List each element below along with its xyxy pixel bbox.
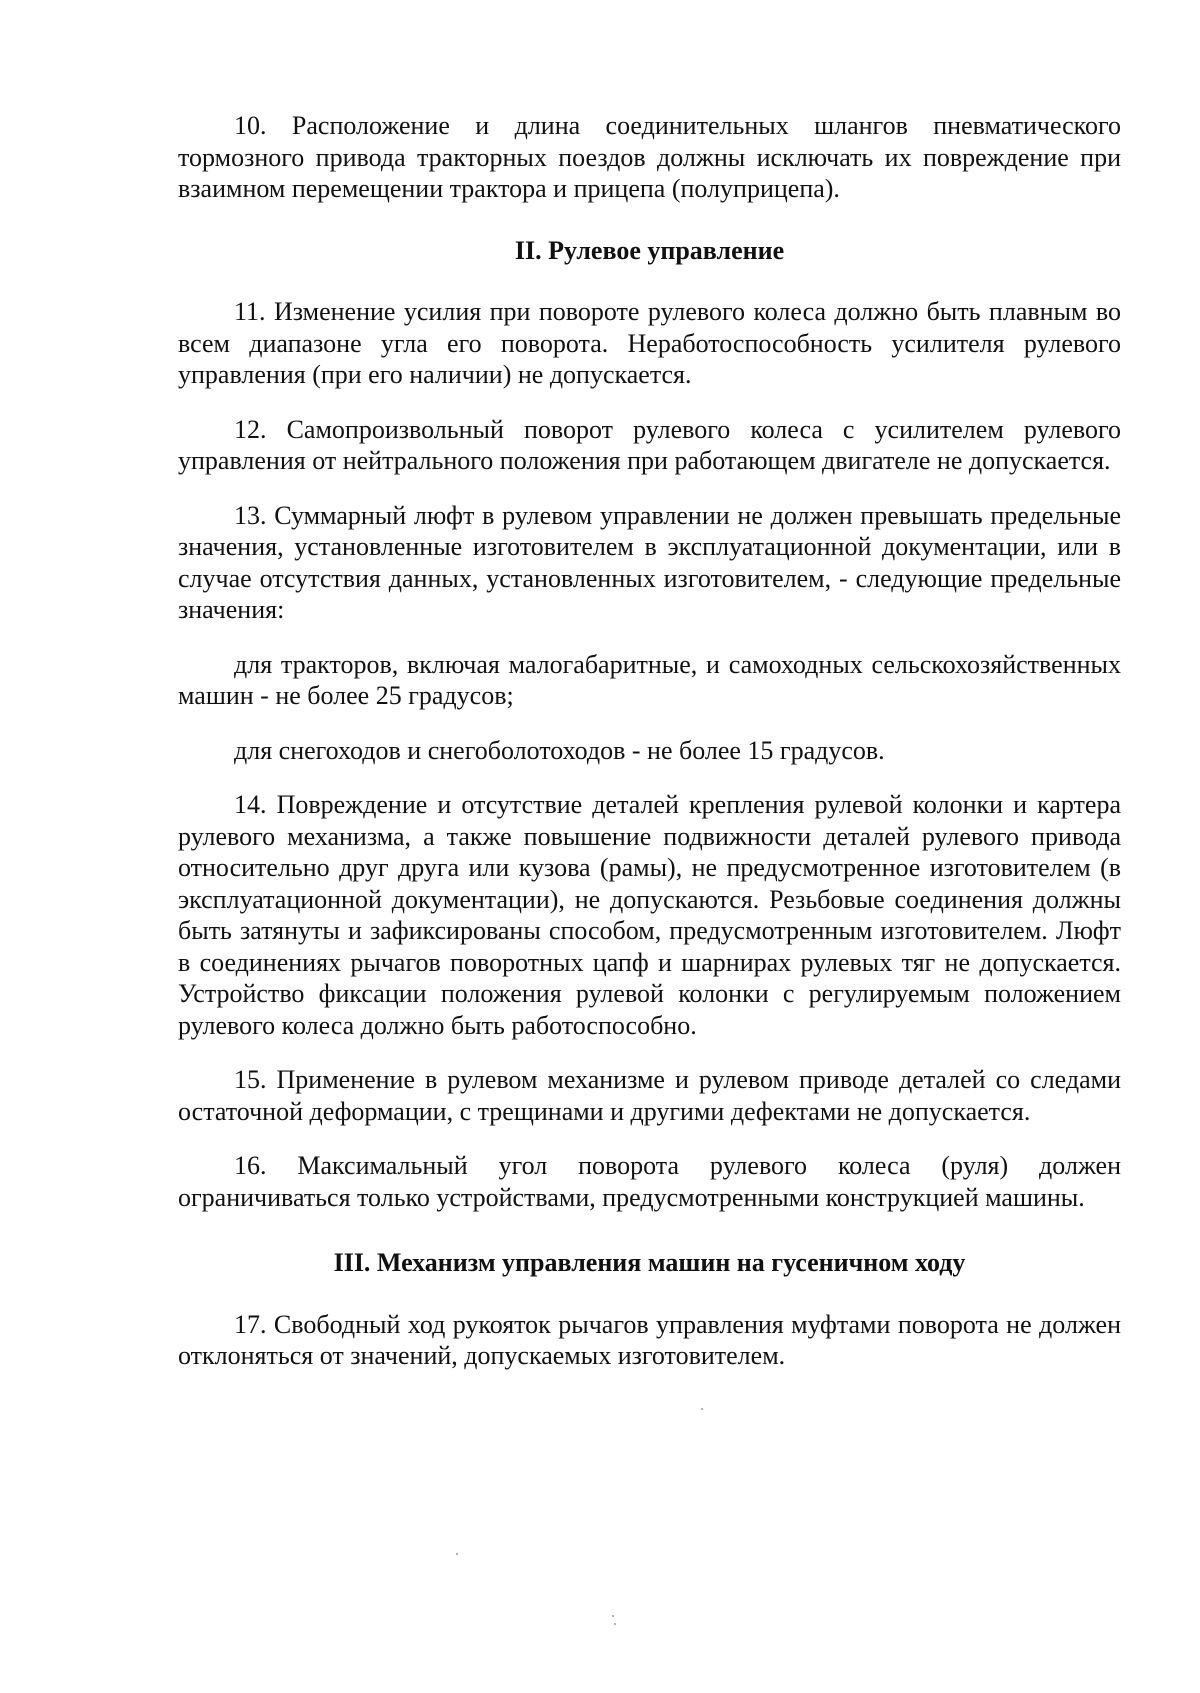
paragraph-12: 12. Самопроизвольный поворот рулевого колеса с усилителем рулевого управления от нейтрального положения при работающем двигателе не допускается. xyxy=(178,414,1121,475)
scan-speck xyxy=(701,1408,703,1410)
document-page xyxy=(178,110,1121,1372)
paragraph-13-snowmobiles: для снегоходов и снегоболотоходов - не более 15 градусов. xyxy=(234,735,885,765)
paragraph-16: 16. Максимальный угол поворота рулевого колеса (руля) должен ограничиваться только устройствами, предусмотренными конструкцией машины. xyxy=(178,1151,1121,1212)
paragraph-10: 10. Расположение и длина соединительных шлангов пневматического тормозного привода тракторных поездов должны исключать их повреждение при взаимном перемещении трактора и прицепа (полуприцепа). xyxy=(178,111,1121,203)
paragraph-13: 13. Суммарный люфт в рулевом управлении не должен превышать предельные значения, установленные изготовителем в эксплуатационной документации, или в случае отсутствия данных, установленных изготовителем, - следующие предельные значения: xyxy=(178,500,1121,624)
scan-speck xyxy=(614,1623,616,1625)
section-heading-tracked-control: III. Механизм управления машин на гусеничном ходу xyxy=(333,1248,966,1277)
section-heading-steering: II. Рулевое управление xyxy=(514,235,785,265)
paragraph-15: 15. Применение в рулевом механизме и рулевом приводе деталей со следами остаточной деформации, с трещинами и другими дефектами не допускается. xyxy=(178,1065,1121,1126)
scan-speck xyxy=(456,1553,458,1555)
paragraph-13-tractors: для тракторов, включая малогабаритные, и самоходных сельскохозяйственных машин - не более 25 градусов; xyxy=(178,649,1121,710)
paragraph-17: 17. Свободный ход рукояток рычагов управления муфтами поворота не должен отклоняться от значений, допускаемых изготовителем. xyxy=(178,1309,1121,1370)
scan-speck xyxy=(612,1615,614,1617)
paragraph-11: 11. Изменение усилия при повороте рулевого колеса должно быть плавным во всем диапазоне угла его поворота. Неработоспособность усилителя рулевого управления (при его наличии) не допускается. xyxy=(178,297,1121,389)
paragraph-14: 14. Повреждение и отсутствие деталей крепления рулевой колонки и картера рулевого механизма, а также повышение подвижности деталей рулевого привода относительно друг друга или кузова (рамы), не предусмотренное изготовителем (в эксплуатационной документации), не допускаются. Резьбовые соединения должны быть затянуты и зафиксированы способом, предусмотренным изготовителем. Люфт в соединениях рычагов поворотных цапф и шарнирах рулевых тяг не допускается. Устройство фиксации положения рулевой колонки с регулируемым положением рулевого колеса должно быть работоспособно. xyxy=(178,790,1121,1040)
